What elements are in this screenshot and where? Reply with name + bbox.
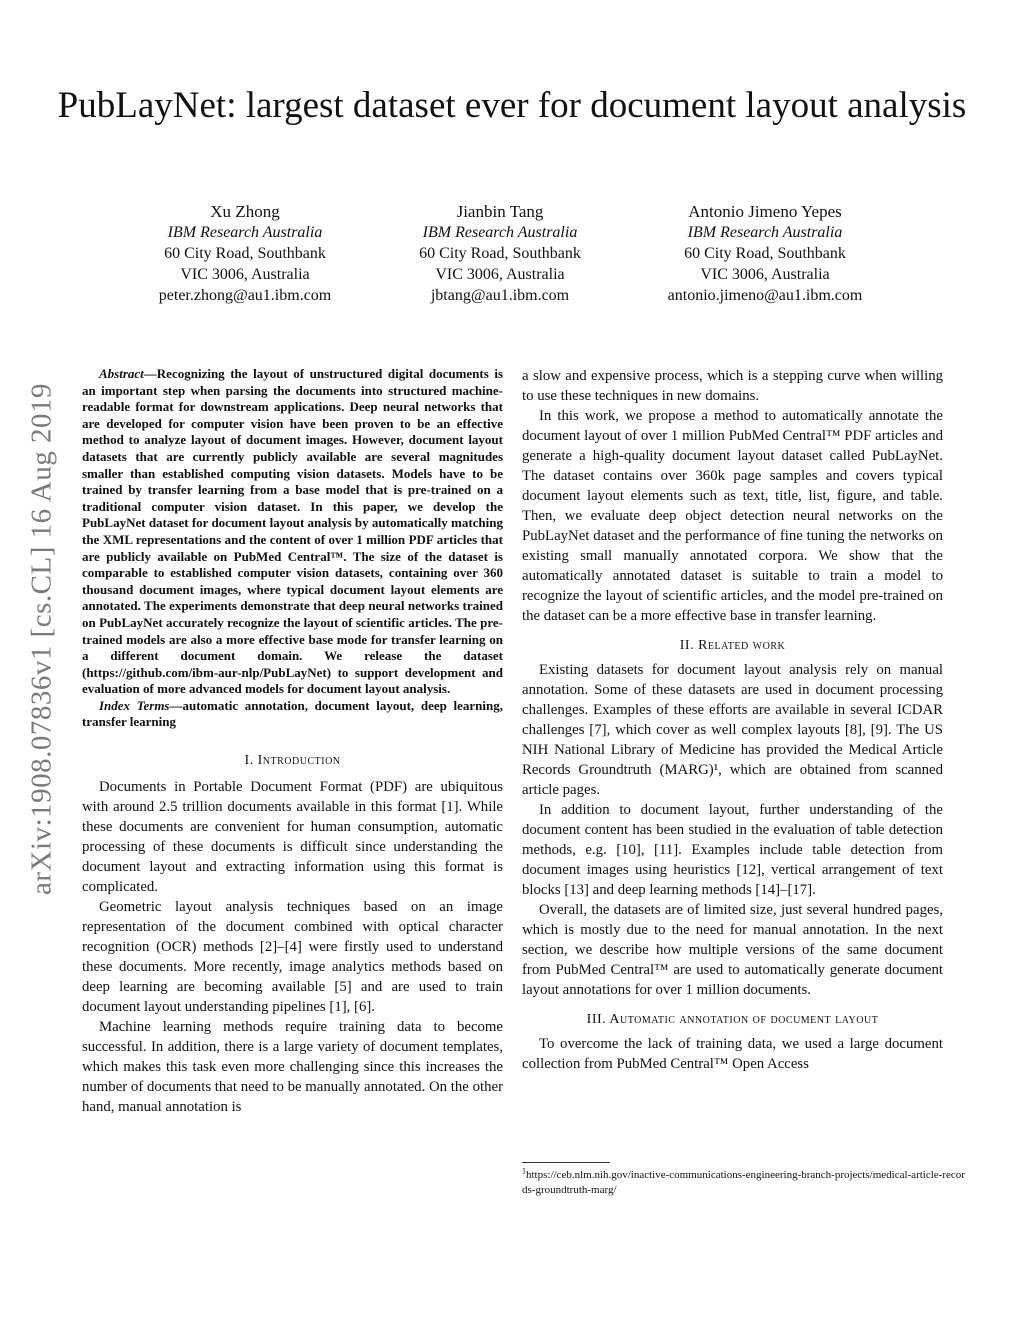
author-address: VIC 3006, Australia bbox=[180, 266, 310, 283]
author-email: peter.zhong@au1.ibm.com bbox=[158, 287, 332, 304]
paragraph: Documents in Portable Document Format (PDF) are ubiquitous with around 2.5 trillion documents available in this format [1]. While these documents are convenient for human consumption, automatic processing of these documents is difficult since understanding the document layout and extracting information using this format is complicated. bbox=[82, 779, 503, 896]
paragraph: a slow and expensive process, which is a stepping curve when willing to use these techniques in new domains. bbox=[522, 368, 943, 404]
paragraph: To overcome the lack of training data, we used a large document collection from PubMed Central™ Open Access bbox=[522, 1036, 943, 1072]
paragraph: In this work, we propose a method to automatically annotate the document layout of over 1 million PubMed Central™ PDF articles and generate a high-quality document layout dataset called PubLayNet. The dataset contains over 360k page samples and covers typical document layout elements such as text, title, list, figure, and table. Then, we evaluate deep object detection neural networks on the PubLayNet dataset and the performance of fine tuning the networks on existing small manually annotated corpora. We show that the automatically annotated dataset is suitable to train a model to recognize the layout of scientific articles, and the model pre-trained on the dataset can be a more effective base in transfer learning. bbox=[522, 408, 943, 624]
index-terms bbox=[82, 698, 503, 731]
author-name: Xu Zhong bbox=[210, 202, 280, 221]
arxiv-identifier: arXiv:1908.07836v1 [cs.CL] 16 Aug 2019 bbox=[25, 383, 58, 895]
footnote bbox=[522, 1168, 967, 1198]
paragraph: Existing datasets for document layout analysis rely on manual annotation. Some of these datasets are used in document processing challenges. Examples of these efforts are available in several ICDAR challenges [7], which cover as well complex layouts [8], [9]. The US NIH National Library of Medicine has provided the Medical Article Records Groundtruth (MARG)¹, which are obtained from scanned article pages. bbox=[522, 662, 943, 798]
footnote-mark: 1 bbox=[522, 1166, 526, 1176]
paragraph: Machine learning methods require training data to become successful. In addition, there is a large variety of document templates, which makes this task even more challenging since this increases the number of documents that need to be manually annotated. On the other hand, manual annotation is bbox=[82, 1019, 503, 1116]
author-block bbox=[605, 201, 925, 306]
abstract-text: —Recognizing the layout of unstructured digital documents is an important step when parsing the documents into structured machine-readable format for downstream applications. Deep neural networks that are developed for computer vision have been proven to be an effective method to analyze layout of document images. However, document layout datasets that are currently publicly available are several magnitudes smaller than established computing vision datasets. Models have to be trained by transfer learning from a base model that is pre-trained on a traditional computer vision dataset. In this paper, we develop the PubLayNet dataset for document layout analysis by automatically matching the XML representations and the content of over 1 million PDF articles that are publicly available on PubMed Central™. The size of the dataset is comparable to established computer vision datasets, containing over 360 thousand document images, where typical document layout elements are annotated. The experiments demonstrate that deep neural networks trained on PubLayNet accurately recognize the layout of scientific articles. The pre-trained models are also a more effective base mode for transfer learning on a different document domain. We release the dataset (https://github.com/ibm-aur-nlp/PubLayNet) to support development and evaluation of more advanced models for document layout analysis. bbox=[82, 366, 503, 697]
section-heading: III. Automatic annotation of document layout bbox=[586, 1012, 879, 1027]
index-terms-label: Index Terms bbox=[99, 697, 170, 713]
author-address: VIC 3006, Australia bbox=[700, 266, 830, 283]
section-heading: II. Related work bbox=[679, 638, 786, 653]
author-affiliation: IBM Research Australia bbox=[687, 224, 843, 241]
footnote-divider bbox=[522, 1162, 610, 1163]
paragraph: In addition to document layout, further understanding of the document content has been studied in the evaluation of table detection methods, e.g. [10], [11]. Examples include table detection from document images using heuristics [12], vertical arrangement of text blocks [13] and deep learning methods [14]–[17]. bbox=[522, 802, 943, 898]
author-email: antonio.jimeno@au1.ibm.com bbox=[667, 287, 863, 304]
author-affiliation: IBM Research Australia bbox=[167, 224, 323, 241]
paper-title: PubLayNet: largest dataset ever for document layout analysis bbox=[57, 85, 967, 126]
arxiv-sidebar bbox=[12, 318, 72, 960]
author-name: Antonio Jimeno Yepes bbox=[688, 202, 842, 221]
abstract-label: Abstract bbox=[99, 366, 144, 381]
author-address: 60 City Road, Southbank bbox=[419, 245, 581, 262]
author-name: Jianbin Tang bbox=[456, 202, 544, 221]
author-address: 60 City Road, Southbank bbox=[164, 245, 326, 262]
footnote-link[interactable]: https://ceb.nlm.nih.gov/inactive-communications-engineering-branch-projects/medical-article-records-groundtruth-marg/ bbox=[522, 1169, 965, 1196]
left-column bbox=[82, 366, 503, 1117]
paragraph: Geometric layout analysis techniques based on an image representation of the document combined with optical character recognition (OCR) methods [2]–[4] were firstly used to understand these documents. More recently, image analytics methods based on deep learning are becoming available [5] and are used to train document layout understanding pipelines [1], [6]. bbox=[82, 899, 503, 1016]
paragraph: Overall, the datasets are of limited size, just several hundred pages, which is mostly due to the need for manual annotation. In the next section, we describe how multiple versions of the same document from PubMed Central™ are used to automatically generate document layout annotations for over 1 million documents. bbox=[522, 902, 943, 998]
author-email: jbtang@au1.ibm.com bbox=[430, 287, 570, 304]
index-terms-text: —automatic annotation, document layout, deep learning, transfer learning bbox=[82, 697, 504, 730]
author-affiliation: IBM Research Australia bbox=[422, 224, 578, 241]
right-column bbox=[522, 366, 943, 1074]
abstract bbox=[82, 366, 503, 698]
section-heading: I. Introduction bbox=[244, 753, 341, 769]
author-address: VIC 3006, Australia bbox=[435, 266, 565, 283]
author-address: 60 City Road, Southbank bbox=[684, 245, 846, 262]
